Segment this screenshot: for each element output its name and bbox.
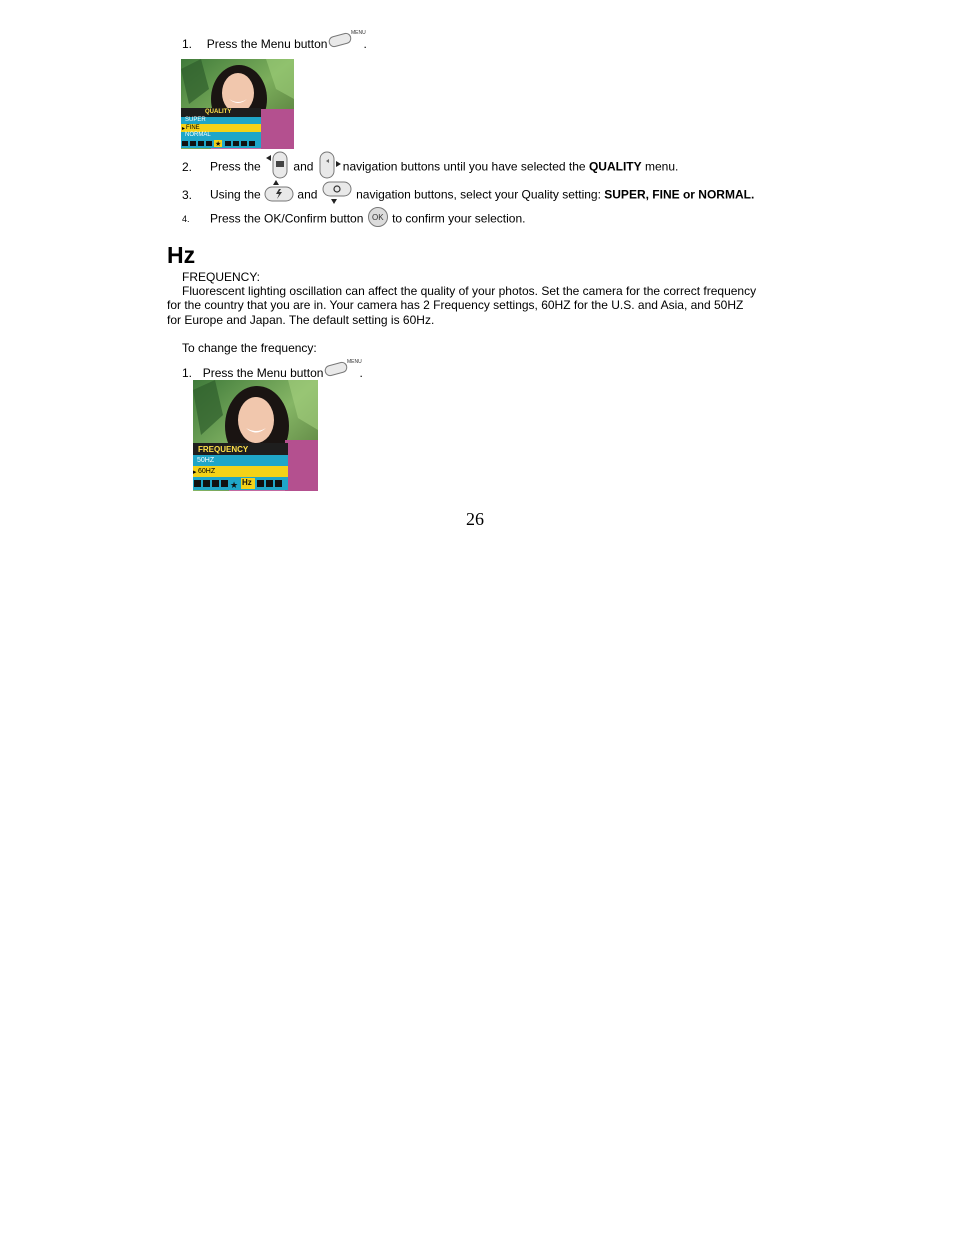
- menu-option-60hz[interactable]: ▸ 60HZ: [193, 466, 288, 477]
- frequency-label: FREQUENCY:: [182, 270, 261, 284]
- nav-right-button-icon: [317, 150, 343, 183]
- frequency-paragraph-line1: Fluorescent lighting oscillation can affect the quality of your photos. Set the camera for the correct frequency: [182, 284, 757, 298]
- menu-option-super[interactable]: SUPER: [181, 117, 261, 124]
- svg-text:★: ★: [230, 481, 239, 491]
- step-text: Press the Menu button: [206, 37, 328, 51]
- section-heading-hz: Hz: [167, 242, 196, 268]
- change-frequency-intro: To change the frequency:: [182, 341, 317, 355]
- menu-option-50hz[interactable]: 50HZ: [193, 455, 288, 466]
- svg-text:★: ★: [215, 140, 222, 148]
- menu-option-normal[interactable]: NORMAL: [181, 132, 261, 139]
- ok-button-icon: [367, 206, 389, 231]
- selected-arrow-icon: ▸: [182, 126, 186, 132]
- step2-row: 2. Press the and navigation buttons until you have selected the QUALITY menu.: [182, 150, 678, 183]
- nav-down-power-button-icon: [321, 180, 353, 209]
- freq-step1-row: 1. Press the Menu button MENU .: [182, 366, 363, 381]
- frequency-paragraph-line2: for the country that you are in. Your camera has 2 Frequency settings, 60HZ for the U.S. and Asia, and 50HZ: [167, 298, 744, 312]
- frequency-menu-screenshot: [193, 380, 318, 491]
- step3-row: 3. Using the and navigation buttons, select your Quality setting: SUPER, FINE or NORMAL.: [182, 180, 754, 209]
- nav-up-flash-button-icon: [264, 180, 294, 209]
- page-number: 26: [466, 509, 484, 529]
- step4-row: 4. Press the OK/Confirm button OK to confirm your selection.: [182, 206, 525, 231]
- step-number: 1.: [182, 366, 193, 380]
- step-number: 4.: [182, 213, 190, 224]
- frequency-menu-title: FREQUENCY: [198, 445, 249, 454]
- frequency-paragraph-line3: for Europe and Japan. The default setting is 60Hz.: [167, 313, 435, 327]
- quality-menu-screenshot: [181, 59, 294, 149]
- menu-button-icon: [323, 356, 363, 381]
- menu-button-label: MENU: [347, 359, 363, 366]
- menu-button-label: MENU: [351, 30, 367, 37]
- step1-row: 1. Press the Menu button MENU .: [182, 37, 367, 52]
- nav-left-button-icon: [264, 150, 290, 183]
- hz-tab-label: Hz: [242, 478, 252, 487]
- step-text: Press the Menu button: [202, 366, 324, 380]
- menu-option-fine[interactable]: ▸ FINE: [181, 124, 261, 132]
- menu-tab-bar: [193, 477, 288, 490]
- step-number: 2.: [182, 159, 193, 174]
- ok-button-label: OK: [371, 213, 384, 222]
- step-number: 3.: [182, 187, 193, 202]
- step-number: 1.: [182, 37, 193, 51]
- menu-button-icon: [327, 27, 367, 52]
- menu-tab-bar: [181, 139, 261, 148]
- selected-arrow-icon: ▸: [193, 469, 197, 476]
- quality-menu-title: QUALITY: [205, 109, 232, 115]
